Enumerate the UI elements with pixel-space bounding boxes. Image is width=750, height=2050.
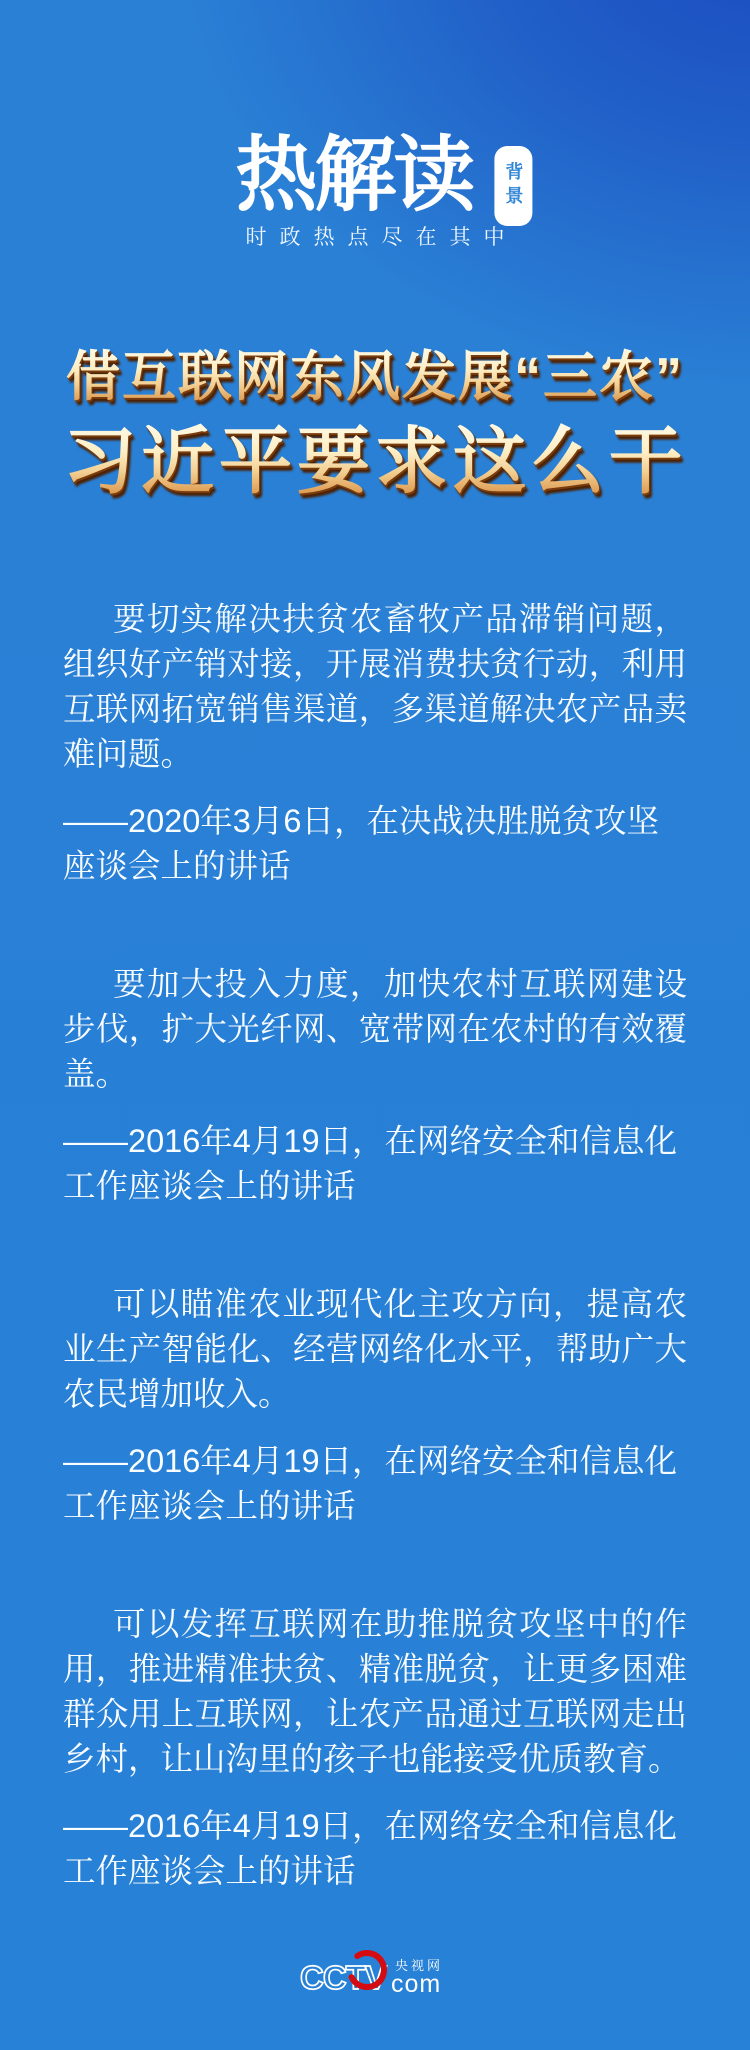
quote-source: ——2016年4月19日，在网络安全和信息化工作座谈会上的讲话 [63,1443,678,1524]
cctv-red-arc-icon [345,1948,389,1992]
brand-logotype: 热解读 [235,130,473,221]
cctv-wordmark: CCTV [300,1959,386,1996]
page-title-line1: 借互联网东风发展“三农” [0,345,750,409]
quote-source: ——2016年4月19日，在网络安全和信息化工作座谈会上的讲话 [63,1123,678,1204]
brand-tagline: 时政热点尽在其中 [245,226,518,249]
quote-source: ——2020年3月6日，在决战决胜脱贫攻坚座谈会上的讲话 [63,803,659,884]
quote-source: ——2016年4月19日，在网络安全和信息化工作座谈会上的讲话 [63,1808,678,1889]
page-title-line2: 习近平要求这么干 [0,421,750,503]
quote-text: 可以瞄准农业现代化主攻方向，提高农业生产智能化、经营网络化水平，帮助广大农民增加收入。 [63,1286,687,1412]
quote-text: 可以发挥互联网在助推脱贫攻坚中的作用，推进精准扶贫、精准脱贫，让更多困难群众用上互联网，让农产品通过互联网走出乡村，让山沟里的孩子也能接受优质教育。 [63,1606,687,1777]
quote-text: 要切实解决扶贫农畜牧产品滞销问题，组织好产销对接，开展消费扶贫行动，利用互联网拓宽销售渠道，多渠道解决农产品卖难问题。 [63,601,687,772]
cctv-logo [300,1948,450,2008]
quote-list [63,597,687,1894]
brand-lockup [235,130,532,226]
cctv-com-label: com [391,1970,442,1998]
quote-text: 要加大投入力度，加快农村互联网建设步伐，扩大光纤网、宽带网在农村的有效覆盖。 [63,966,687,1092]
brand-badge: 背景 [494,146,532,226]
cctv-chinese-label: 央视网 [395,1958,444,1973]
